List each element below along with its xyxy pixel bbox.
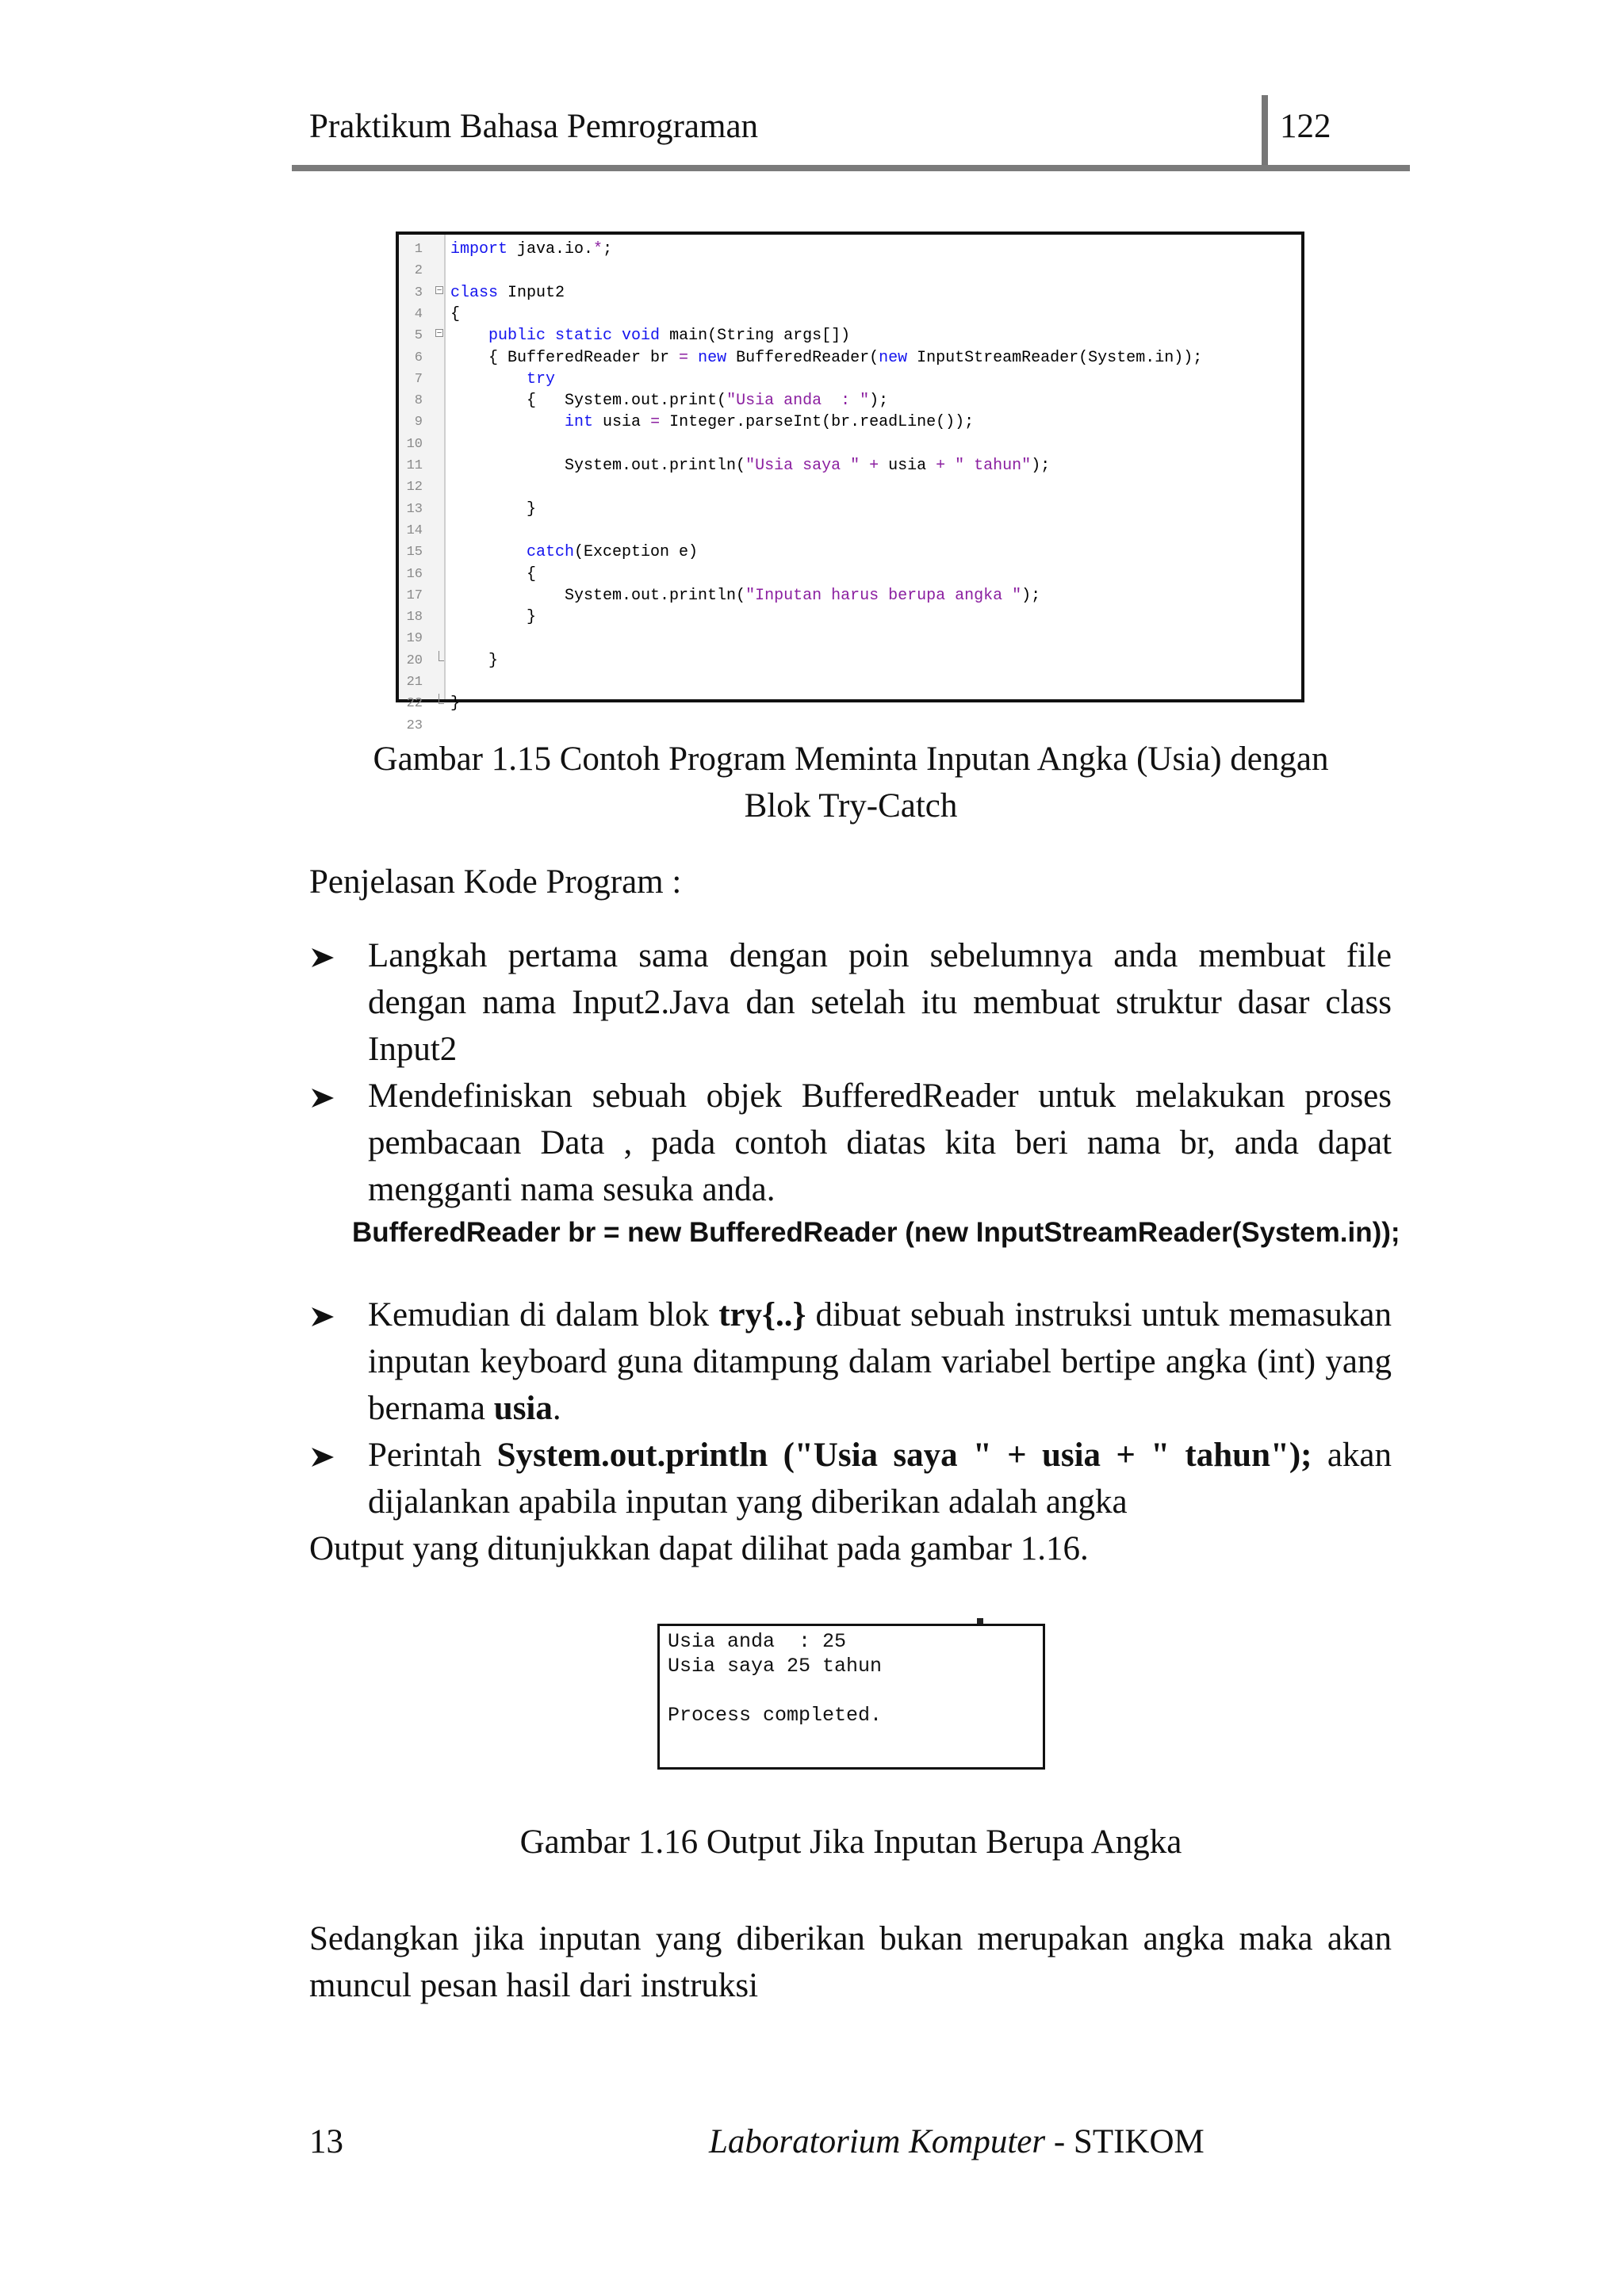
text-run: .: [552, 1390, 561, 1427]
code-string: +: [869, 457, 879, 475]
bold-statement: System.out.println ("Usia saya " + usia + " tahun");: [496, 1437, 1312, 1474]
code-token: { System.out.print(: [450, 392, 727, 411]
code-token: [945, 457, 955, 475]
footer-lab-italic: Laboratorium Komputer: [709, 2123, 1046, 2160]
code-line: [399, 564, 1301, 584]
line-number: 12: [406, 480, 423, 496]
code-token: {: [450, 564, 537, 584]
line-number: 7: [414, 371, 423, 387]
code-text: [450, 369, 555, 389]
caption-line-2: Blok Try-Catch: [744, 787, 958, 825]
code-text: [450, 239, 612, 259]
code-token: ;: [603, 240, 613, 258]
line-number: 3: [414, 285, 423, 300]
line-number: 5: [414, 328, 423, 344]
code-token: InputStreamReader(System.in));: [907, 348, 1203, 367]
output-line-4: Process completed.: [668, 1704, 883, 1727]
line-number: 11: [406, 458, 423, 473]
line-number: 6: [414, 350, 423, 365]
line-number: 13: [406, 501, 423, 517]
code-token: }: [450, 695, 461, 714]
code-line: [399, 542, 1301, 562]
header-vertical-rule: [1262, 95, 1268, 168]
code-string: "Usia saya ": [745, 457, 860, 475]
code-token: System.out.println(: [450, 457, 746, 475]
code-line: [399, 694, 1301, 714]
code-keyword: public static void: [488, 327, 661, 346]
figure-caption-1-16: Gambar 1.16 Output Jika Inputan Berupa Angka: [519, 1823, 1182, 1861]
code-token: { BufferedReader br: [450, 348, 680, 367]
running-header-title: Praktikum Bahasa Pemrograman: [309, 108, 759, 145]
code-token: usia: [879, 457, 936, 475]
bold-keyword: try{..}: [718, 1296, 806, 1334]
text-run: Perintah: [368, 1437, 497, 1474]
line-number: 17: [406, 587, 423, 603]
code-line: [399, 521, 1301, 541]
line-number: 22: [406, 696, 423, 712]
code-line: [399, 651, 1301, 671]
header-page-number: 122: [1280, 108, 1331, 145]
line-number: 1: [414, 242, 423, 257]
code-text: [450, 412, 974, 432]
code-string: =: [679, 348, 689, 367]
code-line: [399, 477, 1301, 497]
text-run: akan dijalankan apabila inputan yang diberikan adalah angka: [368, 1437, 1392, 1521]
code-token: [688, 349, 698, 367]
line-number: 23: [406, 718, 423, 733]
line-number: 10: [406, 436, 423, 452]
code-line: [399, 629, 1301, 649]
explanation-heading: Penjelasan Kode Program :: [309, 863, 682, 901]
bullet-text: [368, 1292, 1392, 1432]
code-text: [450, 391, 888, 411]
bullet-text: Mendefiniskan sebuah objek BufferedReader untuk melakukan proses pembacaan Data , pada contoh diatas kita beri nama br, anda dapat mengganti nama sesuka anda.: [368, 1077, 1392, 1208]
code-text: [450, 304, 460, 324]
output-line-2: Usia saya 25 tahun: [668, 1655, 883, 1678]
code-line: [399, 434, 1301, 454]
code-token: [450, 327, 488, 345]
code-keyword: try: [527, 369, 556, 388]
code-string: *: [593, 240, 603, 258]
code-text: [450, 283, 565, 303]
caption-line-1: Gambar 1.15 Contoh Program Meminta Inputan Angka (Usia) dengan: [373, 740, 1329, 778]
code-line: [399, 348, 1301, 368]
line-number: 16: [406, 566, 423, 582]
output-reference-text: Output yang ditunjukkan dapat dilihat pada gambar 1.16.: [309, 1530, 1089, 1567]
code-text: [450, 564, 536, 584]
text-run: Kemudian di dalam blok: [368, 1296, 719, 1334]
code-line: [399, 672, 1301, 692]
bullet-item-1: [309, 932, 1392, 1073]
line-number: 18: [406, 610, 423, 626]
code-string: +: [936, 457, 946, 475]
bullet-item-3: [309, 1292, 1392, 1432]
text-run: dibuat sebuah instruksi untuk memasukan inputan keyboard guna ditampung dalam variabel bertipe angka (int) yang bernama: [368, 1296, 1392, 1427]
code-keyword: import: [450, 240, 508, 258]
code-string: " tahun": [955, 457, 1032, 475]
code-keyword: class: [450, 283, 499, 302]
code-token: {: [450, 304, 461, 323]
code-text: [450, 499, 536, 519]
line-number: 14: [406, 522, 423, 538]
code-token: Input2: [498, 283, 565, 302]
code-text: [450, 348, 1202, 368]
code-text: [450, 456, 1050, 476]
line-number: 9: [414, 415, 423, 430]
footer-lab-suffix: - STIKOM: [1045, 2123, 1205, 2160]
code-token: }: [450, 608, 537, 627]
code-text: [450, 651, 498, 671]
code-token: [450, 413, 565, 431]
code-line: [399, 607, 1301, 627]
footer-page-number: 13: [309, 2123, 343, 2160]
code-token: java.io.: [508, 240, 594, 258]
code-text: [450, 326, 850, 346]
code-token: usia: [593, 413, 651, 432]
code-line: [399, 283, 1301, 303]
code-line: [399, 499, 1301, 519]
figure-caption-1-15: [292, 736, 1410, 829]
bullet-text: [368, 1432, 1392, 1525]
code-token: );: [1031, 457, 1051, 475]
code-token: main(String args[]): [660, 327, 851, 346]
code-token: System.out.println(: [450, 586, 746, 605]
code-text: [450, 694, 460, 714]
code-keyword: catch: [527, 543, 575, 562]
code-statement: BufferedReader br = new BufferedReader (new InputStreamReader(System.in));: [352, 1217, 1400, 1248]
line-number: 20: [406, 652, 423, 668]
code-listing-figure: [396, 232, 1304, 733]
code-string: "Usia anda : ": [726, 392, 870, 411]
code-line: [399, 716, 1301, 736]
code-line: [399, 369, 1301, 389]
line-number: 8: [414, 393, 423, 409]
header-rule: [292, 165, 1410, 171]
code-keyword: int: [565, 413, 594, 432]
code-token: Integer.parseInt(br.readLine());: [660, 413, 975, 432]
bullet-item-2: [309, 1073, 1392, 1213]
code-line: [399, 412, 1301, 432]
bullet-text: Langkah pertama sama dengan poin sebelumnya anda membuat file dengan nama Input2.Java dan setelah itu membuat struktur dasar class Input2: [368, 937, 1392, 1068]
line-number: 19: [406, 631, 423, 647]
code-line: [399, 456, 1301, 476]
output-line-1: Usia anda : 25: [668, 1630, 847, 1653]
code-token: [860, 457, 869, 475]
code-keyword: new: [698, 348, 727, 367]
code-token: [450, 543, 527, 561]
code-line: [399, 304, 1301, 324]
code-line: [399, 586, 1301, 606]
code-text: [450, 586, 1040, 606]
line-number: 21: [406, 675, 423, 690]
output-console-figure: [657, 1624, 1045, 1770]
footer-lab-name: [709, 2118, 1205, 2166]
bold-variable: usia: [493, 1390, 553, 1427]
bullet-item-4: [309, 1432, 1392, 1525]
code-line: [399, 239, 1301, 259]
code-text: [450, 607, 536, 627]
code-string: =: [650, 413, 661, 432]
code-token: BufferedReader(: [726, 348, 879, 367]
line-number: 15: [406, 545, 423, 561]
line-number: 2: [414, 263, 423, 279]
closing-paragraph: Sedangkan jika inputan yang diberikan bukan merupakan angka maka akan muncul pesan hasil dari instruksi: [309, 1920, 1392, 2004]
code-text: [450, 542, 698, 562]
code-token: }: [450, 651, 499, 670]
line-number: 4: [414, 306, 423, 322]
fold-collapse-icon[interactable]: −: [436, 329, 442, 339]
code-token: );: [869, 392, 889, 411]
code-token: [450, 370, 527, 388]
code-line: [399, 261, 1301, 281]
code-line: [399, 391, 1301, 411]
code-token: );: [1021, 586, 1041, 605]
code-token: (Exception e): [574, 543, 699, 562]
code-string: "Inputan harus berupa angka ": [745, 586, 1022, 605]
code-line: [399, 326, 1301, 346]
code-token: }: [450, 499, 537, 519]
code-keyword: new: [879, 348, 908, 367]
fold-collapse-icon[interactable]: −: [436, 285, 442, 296]
